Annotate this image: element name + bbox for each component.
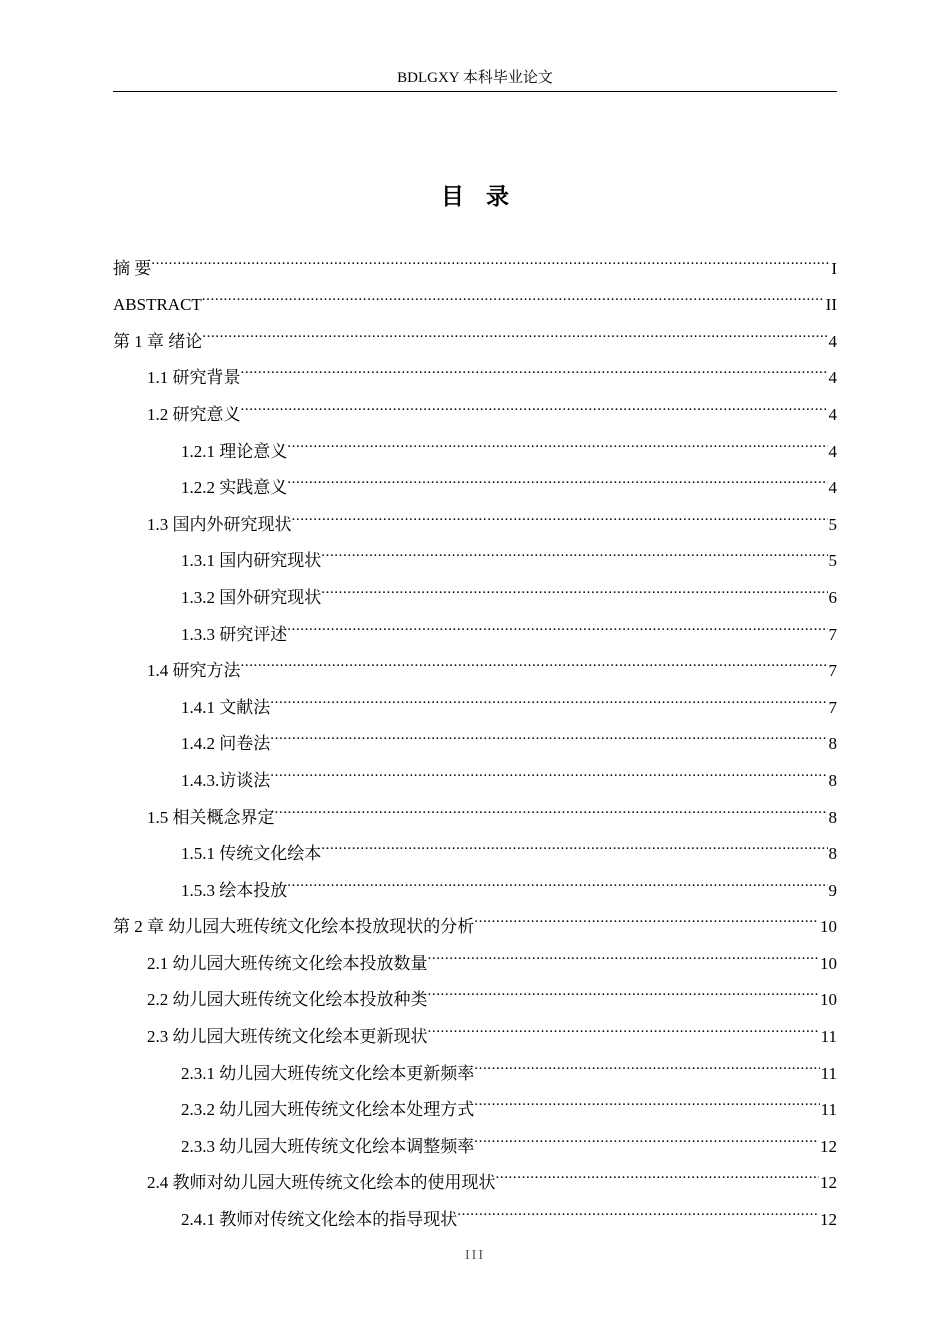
toc-dot-leader — [202, 274, 825, 311]
toc-entry-page: 12 — [820, 1136, 837, 1156]
toc-entry-page: 11 — [820, 1100, 837, 1120]
toc-entry-page: 7 — [828, 624, 837, 644]
toc-entry-label: 1.3.3 研究评述 — [181, 624, 288, 644]
toc-dot-leader — [496, 1152, 820, 1189]
toc-dot-leader — [321, 823, 827, 860]
header-text: BDLGXY 本科毕业论文 — [397, 70, 553, 86]
toc-entry-page: 8 — [828, 807, 837, 827]
toc-dot-leader — [241, 383, 828, 420]
toc-dot-leader — [474, 1042, 819, 1079]
toc-dot-leader — [321, 566, 827, 603]
toc-dot-leader — [292, 493, 828, 530]
toc-entry-label: 2.2 幼儿园大班传统文化绘本投放种类 — [147, 990, 428, 1010]
toc-entry-label: 2.4.1 教师对传统文化绘本的指导现状 — [181, 1210, 458, 1230]
toc-entry-page: 12 — [820, 1210, 837, 1230]
toc-entry-label: 1.3 国内外研究现状 — [147, 514, 292, 534]
toc-entry-label: 1.2.1 理论意义 — [181, 441, 288, 461]
toc-entry-label: 2.3 幼儿园大班传统文化绘本更新现状 — [147, 1027, 428, 1047]
toc-entry-page: 12 — [820, 1173, 837, 1193]
toc-dot-leader — [270, 676, 827, 713]
toc-entry[interactable] — [113, 237, 837, 278]
toc-entry-label: 1.4.3.访谈法 — [181, 770, 271, 790]
toc-entry-label: 2.3.2 幼儿园大班传统文化绘本处理方式 — [181, 1100, 475, 1120]
toc-entry-page: 7 — [828, 697, 837, 717]
page-title: 目录 — [441, 184, 531, 210]
toc-dot-leader — [151, 237, 830, 274]
table-of-contents — [113, 237, 837, 1230]
toc-entry-label: 1.3.1 国内研究现状 — [181, 551, 322, 571]
toc-entry[interactable] — [113, 310, 837, 351]
toc-entry-page: 6 — [828, 587, 837, 607]
page-number: III — [465, 1248, 485, 1263]
toc-entry-page: 4 — [828, 441, 837, 461]
toc-entry[interactable] — [113, 347, 837, 388]
page-header — [113, 66, 837, 92]
toc-entry-page: 5 — [828, 551, 837, 571]
toc-entry-label: 1.5.3 绘本投放 — [181, 880, 288, 900]
toc-dot-leader — [428, 1005, 820, 1042]
toc-entry-label: 1.2.2 实践意义 — [181, 478, 288, 498]
toc-entry-label: 1.4.1 文献法 — [181, 697, 271, 717]
toc-entry-page: 4 — [828, 478, 837, 498]
toc-entry-page: 9 — [828, 880, 837, 900]
toc-dot-leader — [457, 1188, 819, 1225]
toc-dot-leader — [287, 457, 827, 494]
toc-entry-label: 1.5.1 传统文化绘本 — [181, 844, 322, 864]
toc-dot-leader — [474, 896, 819, 933]
toc-dot-leader — [428, 932, 820, 969]
toc-entry-page: 11 — [820, 1027, 837, 1047]
toc-entry-page: 8 — [828, 734, 837, 754]
toc-dot-leader — [287, 420, 827, 457]
toc-dot-leader — [287, 603, 827, 640]
toc-entry-label: ABSTRACT — [113, 295, 202, 315]
toc-entry-page: 7 — [828, 661, 837, 681]
toc-entry-label: 2.3.3 幼儿园大班传统文化绘本调整频率 — [181, 1136, 475, 1156]
toc-entry-page: 11 — [820, 1063, 837, 1083]
toc-entry-label: 2.1 幼儿园大班传统文化绘本投放数量 — [147, 953, 428, 973]
toc-dot-leader — [202, 310, 827, 347]
toc-entry-page: 10 — [820, 953, 837, 973]
toc-dot-leader — [275, 786, 828, 823]
toc-entry-label: 第 1 章 绪论 — [113, 331, 203, 351]
toc-entry-label: 第 2 章 幼儿园大班传统文化绘本投放现状的分析 — [113, 917, 475, 937]
toc-entry-page: I — [831, 258, 837, 278]
toc-entry-page: 5 — [828, 514, 837, 534]
toc-dot-leader — [241, 640, 828, 677]
toc-dot-leader — [474, 1079, 819, 1116]
toc-dot-leader — [428, 969, 820, 1006]
toc-dot-leader — [270, 749, 827, 786]
toc-entry-page: 4 — [828, 368, 837, 388]
toc-entry-label: 摘 要 — [113, 258, 152, 278]
toc-dot-leader — [270, 713, 827, 750]
toc-entry-page: 10 — [820, 990, 837, 1010]
toc-entry[interactable] — [113, 274, 837, 315]
toc-entry-page: 4 — [828, 331, 837, 351]
toc-entry-label: 2.4 教师对幼儿园大班传统文化绘本的使用现状 — [147, 1173, 496, 1193]
toc-entry-label: 1.4.2 问卷法 — [181, 734, 271, 754]
toc-entry-label: 1.4 研究方法 — [147, 661, 241, 681]
toc-entry-page: II — [825, 295, 837, 315]
toc-entry-page: 10 — [820, 917, 837, 937]
toc-entry-label: 2.3.1 幼儿园大班传统文化绘本更新频率 — [181, 1063, 475, 1083]
toc-entry-label: 1.1 研究背景 — [147, 368, 241, 388]
toc-entry-label: 1.3.2 国外研究现状 — [181, 587, 322, 607]
toc-entry-label: 1.5 相关概念界定 — [147, 807, 275, 827]
toc-dot-leader — [321, 530, 827, 567]
toc-entry-page: 8 — [828, 844, 837, 864]
toc-dot-leader — [287, 859, 827, 896]
toc-entry-label: 1.2 研究意义 — [147, 404, 241, 424]
toc-entry-page: 8 — [828, 770, 837, 790]
toc-entry-page: 4 — [828, 404, 837, 424]
toc-dot-leader — [474, 1115, 819, 1152]
toc-dot-leader — [241, 347, 828, 384]
